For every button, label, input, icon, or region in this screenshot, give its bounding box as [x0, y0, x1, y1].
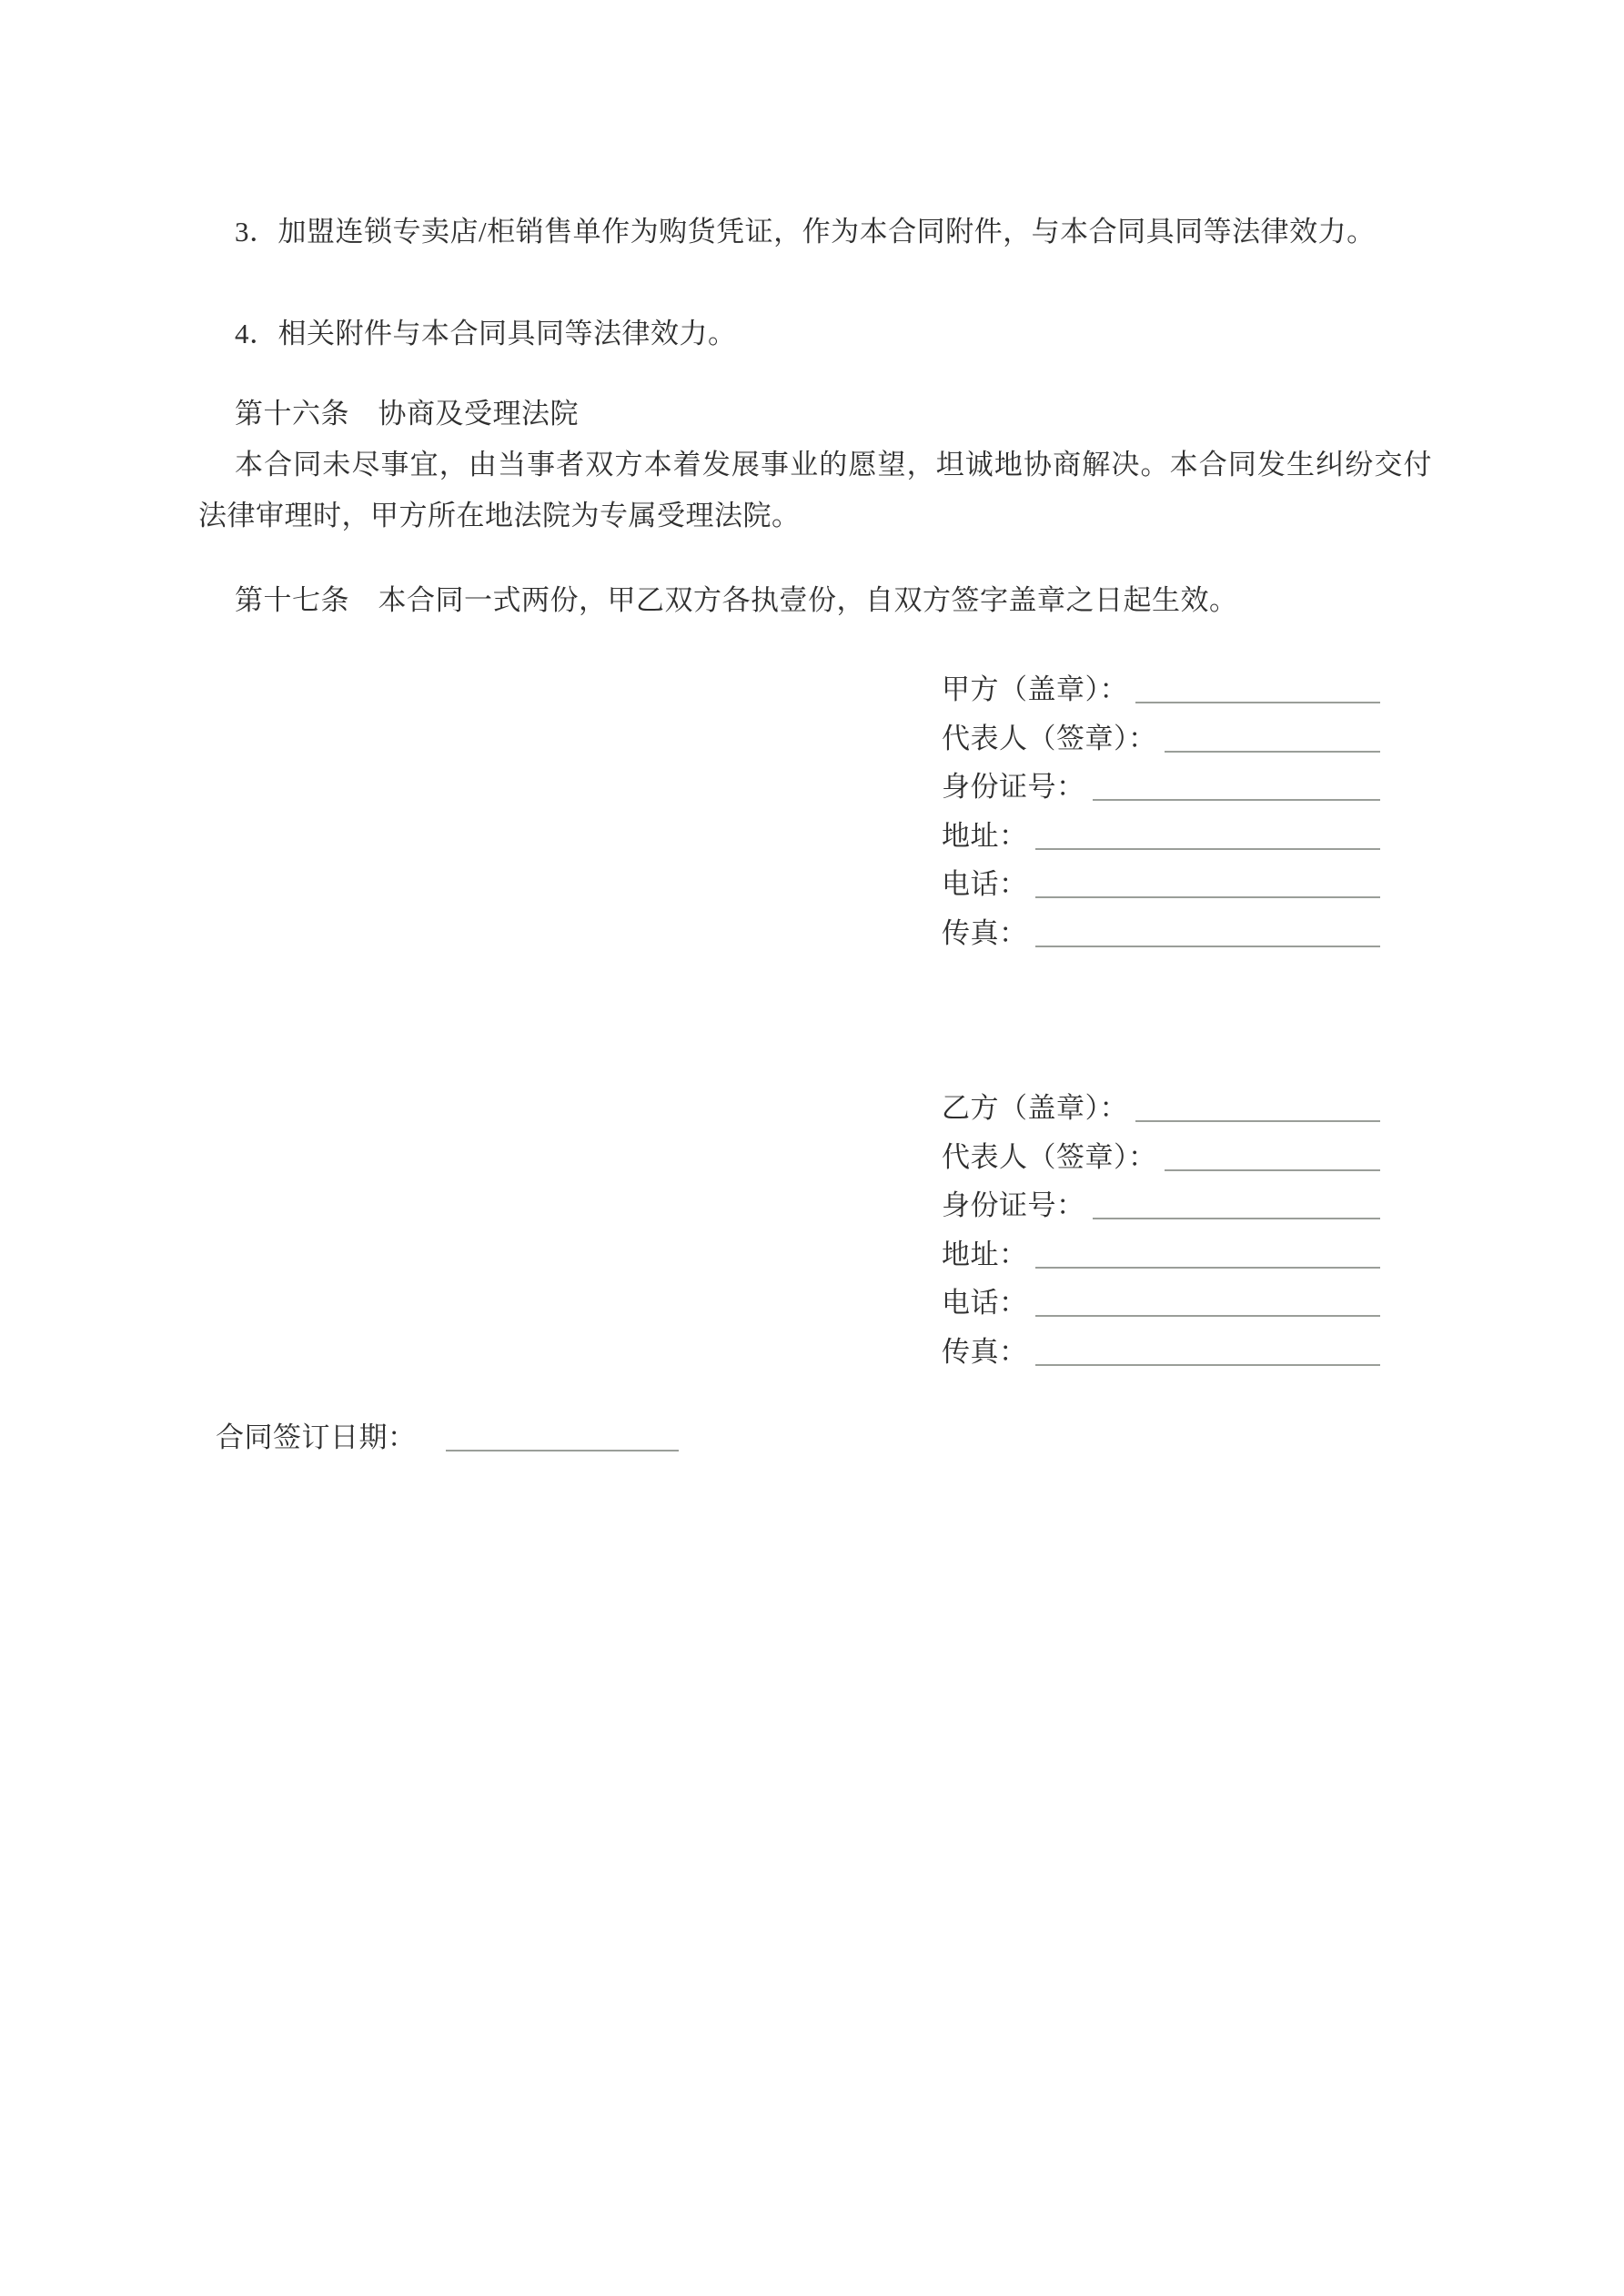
party-a-fax-label: 传真：	[942, 916, 1028, 949]
party-b-address-line	[1035, 1239, 1381, 1269]
party-a-fax-row	[942, 917, 1380, 966]
party-a-address-line	[1035, 820, 1381, 850]
party-a-id-number-line	[1093, 771, 1381, 801]
party-b-representative-row	[942, 1141, 1380, 1190]
party-b-address-row	[942, 1239, 1380, 1288]
party-a-representative-line	[1165, 723, 1381, 753]
party-b-representative-label: 代表人（签章）：	[942, 1140, 1157, 1173]
sign-date-row	[216, 1421, 679, 1454]
party-b-signature-block	[942, 1092, 1380, 1384]
clause-item-3: 3．加盟连锁专卖店/柜销售单作为购货凭证，作为本合同附件，与本合同具同等法律效力。	[235, 216, 1376, 248]
party-b-fax-row	[942, 1336, 1380, 1385]
party-b-seal-label: 乙方（盖章）：	[942, 1092, 1128, 1124]
party-a-address-label: 地址：	[942, 819, 1028, 852]
party-a-id-number-row	[942, 771, 1380, 820]
party-b-phone-line	[1035, 1287, 1381, 1317]
party-a-phone-line	[1035, 868, 1381, 898]
party-b-address-label: 地址：	[942, 1238, 1028, 1270]
party-b-id-number-line	[1093, 1189, 1381, 1219]
party-b-seal-line	[1135, 1092, 1380, 1122]
party-a-address-row	[942, 820, 1380, 869]
party-a-seal-label: 甲方（盖章）：	[942, 673, 1128, 705]
clause-item-4: 4．相关附件与本合同具同等法律效力。	[235, 318, 737, 349]
party-b-fax-line	[1035, 1336, 1381, 1366]
party-a-seal-line	[1135, 673, 1380, 703]
party-a-signature-block	[942, 673, 1380, 966]
sign-date-label: 合同签订日期：	[216, 1421, 417, 1453]
party-b-seal-row	[942, 1092, 1380, 1141]
article-16-body: 本合同未尽事宜，由当事者双方本着发展事业的愿望，坦诚地协商解决。本合同发生纠纷交付法律审理时，甲方所在地法院为专属受理法院。	[198, 449, 1432, 531]
party-a-fax-line	[1035, 917, 1381, 947]
party-b-id-number-label: 身份证号：	[942, 1189, 1085, 1221]
party-a-seal-row	[942, 673, 1380, 723]
party-a-representative-label: 代表人（签章）：	[942, 722, 1157, 754]
party-a-phone-label: 电话：	[942, 868, 1028, 900]
party-b-phone-label: 电话：	[942, 1287, 1028, 1319]
sign-date-line	[446, 1421, 679, 1451]
party-a-representative-row	[942, 723, 1380, 772]
party-a-phone-row	[942, 868, 1380, 917]
article-17-clause: 第十七条 本合同一式两份，甲乙双方各执壹份，自双方签字盖章之日起生效。	[235, 584, 1238, 616]
party-b-fax-label: 传真：	[942, 1335, 1028, 1368]
article-16-heading: 第十六条 协商及受理法院	[235, 398, 579, 430]
party-b-id-number-row	[942, 1189, 1380, 1239]
party-b-phone-row	[942, 1287, 1380, 1336]
party-b-representative-line	[1165, 1141, 1381, 1171]
party-a-id-number-label: 身份证号：	[942, 771, 1085, 803]
